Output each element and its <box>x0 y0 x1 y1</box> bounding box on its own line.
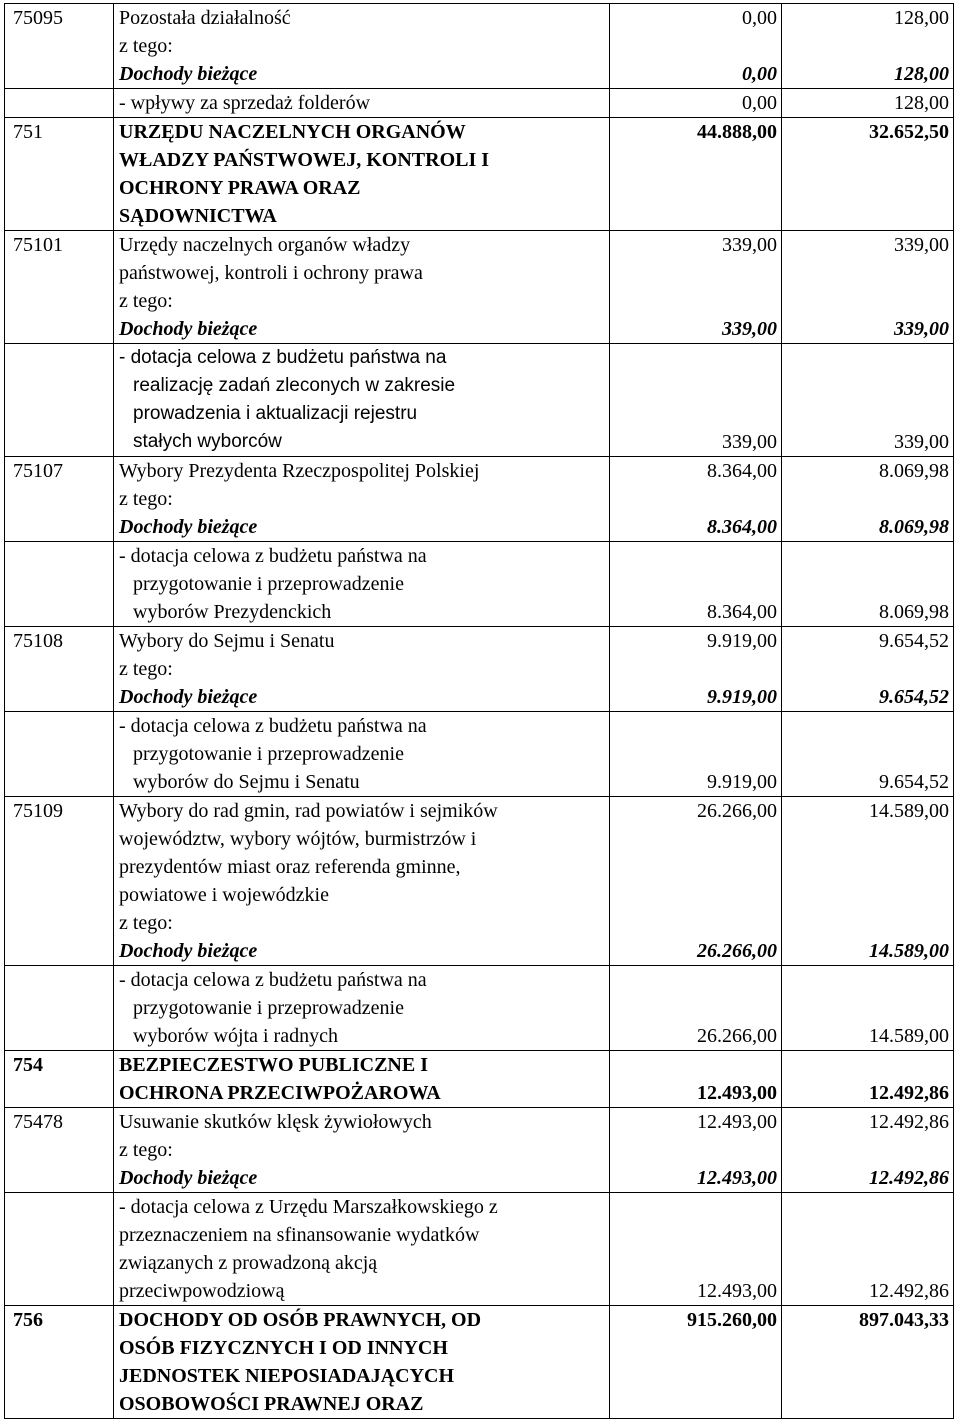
executed-amount-value <box>782 1051 949 1079</box>
item-description <box>114 966 610 1051</box>
executed-amount-value <box>782 1221 949 1249</box>
planned-amount-value: 44.888,00 <box>697 121 777 143</box>
table-row <box>5 1108 954 1193</box>
description-line: z tego: <box>119 35 173 57</box>
planned-amount-value: 12.493,00 <box>697 1111 777 1133</box>
planned-amount-value: 12.493,00 <box>697 1082 777 1104</box>
planned-amount <box>610 89 782 118</box>
item-description <box>114 1193 610 1306</box>
planned-amount-value: 339,00 <box>722 431 777 453</box>
planned-amount-value: 26.266,00 <box>697 940 777 962</box>
executed-amount-value: 8.069,98 <box>879 460 949 482</box>
description-line: przygotowanie i przeprowadzenie <box>133 743 404 765</box>
executed-amount-value <box>782 146 949 174</box>
description-line: - dotacja celowa z budżetu państwa na <box>119 545 427 567</box>
classification-code-text <box>13 89 113 117</box>
executed-amount-value <box>782 881 949 909</box>
planned-amount-value <box>610 740 777 768</box>
executed-amount-value: 12.492,86 <box>869 1280 949 1302</box>
table-row <box>5 1306 954 1419</box>
description-line: przygotowanie i przeprowadzenie <box>133 573 404 595</box>
description-line: - dotacja celowa z Urzędu Marszałkowskiego z <box>119 1196 498 1218</box>
description-line: OCHRONA PRZECIWPOŻAROWA <box>119 1082 441 1104</box>
table-row <box>5 627 954 712</box>
executed-amount-value <box>782 372 949 400</box>
item-description <box>114 542 610 627</box>
executed-amount-value <box>782 1390 949 1418</box>
planned-amount-value <box>610 570 777 598</box>
executed-amount-value <box>782 1136 949 1164</box>
planned-amount <box>610 1108 782 1193</box>
executed-amount-value: 14.589,00 <box>869 940 949 962</box>
classification-code-text: 75478 <box>13 1111 63 1133</box>
planned-amount-value <box>610 966 777 994</box>
executed-amount <box>782 4 954 89</box>
executed-amount-value <box>782 655 949 683</box>
description-line: Pozostała działalność <box>119 7 291 29</box>
executed-amount <box>782 1306 954 1419</box>
description-line: prowadzenia i aktualizacji rejestru <box>133 403 418 424</box>
description-line: wyborów Prezydenckich <box>133 601 332 623</box>
table-row <box>5 344 954 457</box>
description-line: WŁADZY PAŃSTWOWEJ, KONTROLI I <box>119 149 490 171</box>
executed-amount-value: 12.492,86 <box>869 1167 949 1189</box>
executed-amount-value <box>782 570 949 598</box>
planned-amount-value <box>610 1136 777 1164</box>
description-line: DOCHODY OD OSÓB PRAWNYCH, OD <box>119 1309 482 1331</box>
executed-amount <box>782 797 954 966</box>
budget-income-table <box>4 3 954 1419</box>
executed-amount-value: 12.492,86 <box>869 1082 949 1104</box>
executed-amount <box>782 231 954 344</box>
description-line: Wybory do Sejmu i Senatu <box>119 630 335 652</box>
item-description <box>114 1108 610 1193</box>
classification-code-text <box>13 542 113 570</box>
table-row <box>5 1051 954 1108</box>
classification-code <box>5 627 114 712</box>
planned-amount-value: 12.493,00 <box>697 1167 777 1189</box>
description-line: stałych wyborców <box>133 431 282 452</box>
table-row <box>5 797 954 966</box>
description-line: OCHRONY PRAWA ORAZ <box>119 177 361 199</box>
planned-amount <box>610 627 782 712</box>
planned-amount-value <box>610 655 777 683</box>
description-line: Wybory do rad gmin, rad powiatów i sejmików <box>119 800 498 822</box>
description-line: przeznaczeniem na sfinansowanie wydatków <box>119 1224 480 1246</box>
item-description <box>114 712 610 797</box>
classification-code-text: 75101 <box>13 234 63 256</box>
planned-amount <box>610 1193 782 1306</box>
description-line: OSÓB FIZYCZNYCH I OD INNYCH <box>119 1337 448 1359</box>
executed-amount-value <box>782 994 949 1022</box>
description-line: z tego: <box>119 488 173 510</box>
classification-code <box>5 712 114 797</box>
description-line: województw, wybory wójtów, burmistrzów i <box>119 828 477 850</box>
executed-amount-value <box>782 712 949 740</box>
planned-amount-value <box>610 825 777 853</box>
executed-amount-value: 14.589,00 <box>869 800 949 822</box>
table-row <box>5 712 954 797</box>
classification-code <box>5 1108 114 1193</box>
executed-amount-value <box>782 740 949 768</box>
executed-amount-value <box>782 174 949 202</box>
classification-code-text <box>13 966 113 994</box>
item-description <box>114 627 610 712</box>
table-row <box>5 1193 954 1306</box>
planned-amount-value <box>610 259 777 287</box>
planned-amount-value: 8.364,00 <box>707 516 777 538</box>
planned-amount-value <box>610 287 777 315</box>
description-line: Dochody bieżące <box>119 686 258 708</box>
description-line: prezydentów miast oraz referenda gminne, <box>119 856 461 878</box>
description-line: Dochody bieżące <box>119 516 258 538</box>
description-line: - wpływy za sprzedaż folderów <box>119 92 371 114</box>
planned-amount-value <box>610 372 777 400</box>
executed-amount <box>782 118 954 231</box>
description-line: - dotacja celowa z budżetu państwa na <box>119 715 427 737</box>
table-row <box>5 118 954 231</box>
description-line: państwowej, kontroli i ochrony prawa <box>119 262 423 284</box>
planned-amount-value: 26.266,00 <box>697 1025 777 1047</box>
planned-amount-value <box>610 174 777 202</box>
item-description <box>114 1051 610 1108</box>
budget-table-body <box>5 4 954 1419</box>
table-row <box>5 966 954 1051</box>
executed-amount <box>782 1051 954 1108</box>
planned-amount-value <box>610 1249 777 1277</box>
executed-amount-value <box>782 344 949 372</box>
item-description <box>114 344 610 457</box>
planned-amount-value: 0,00 <box>742 63 777 85</box>
description-line: Wybory Prezydenta Rzeczpospolitej Polskiej <box>119 460 480 482</box>
executed-amount-value <box>782 1334 949 1362</box>
description-line: z tego: <box>119 1139 173 1161</box>
classification-code-text: 75095 <box>13 7 63 29</box>
planned-amount-value: 26.266,00 <box>697 800 777 822</box>
classification-code <box>5 344 114 457</box>
executed-amount-value: 339,00 <box>894 318 949 340</box>
executed-amount-value: 339,00 <box>894 431 949 453</box>
planned-amount-value <box>610 1334 777 1362</box>
item-description <box>114 89 610 118</box>
classification-code <box>5 1051 114 1108</box>
planned-amount-value <box>610 1051 777 1079</box>
executed-amount <box>782 344 954 457</box>
planned-amount-value <box>610 146 777 174</box>
planned-amount-value <box>610 1221 777 1249</box>
planned-amount-value: 915.260,00 <box>687 1309 777 1331</box>
planned-amount-value: 12.493,00 <box>697 1280 777 1302</box>
table-row <box>5 542 954 627</box>
classification-code-text: 756 <box>13 1309 43 1331</box>
description-line: Usuwanie skutków klęsk żywiołowych <box>119 1111 432 1133</box>
planned-amount-value <box>610 1390 777 1418</box>
executed-amount-value <box>782 1193 949 1221</box>
planned-amount-value <box>610 909 777 937</box>
executed-amount-value <box>782 287 949 315</box>
planned-amount-value: 9.919,00 <box>707 686 777 708</box>
executed-amount <box>782 457 954 542</box>
executed-amount <box>782 966 954 1051</box>
description-line: Urzędy naczelnych organów władzy <box>119 234 411 256</box>
executed-amount-value: 8.069,98 <box>879 516 949 538</box>
description-line: Dochody bieżące <box>119 318 258 340</box>
planned-amount-value <box>610 32 777 60</box>
description-line: SĄDOWNICTWA <box>119 205 277 227</box>
classification-code <box>5 118 114 231</box>
planned-amount <box>610 1306 782 1419</box>
description-line: przygotowanie i przeprowadzenie <box>133 997 404 1019</box>
classification-code-text: 75108 <box>13 630 63 652</box>
executed-amount <box>782 712 954 797</box>
planned-amount-value <box>610 881 777 909</box>
planned-amount-value <box>610 542 777 570</box>
classification-code <box>5 89 114 118</box>
classification-code-text <box>13 344 113 372</box>
description-line: wyborów wójta i radnych <box>133 1025 338 1047</box>
classification-code-text <box>13 1193 113 1221</box>
executed-amount-value <box>782 966 949 994</box>
planned-amount <box>610 344 782 457</box>
description-line: przeciwpowodziową <box>119 1280 285 1302</box>
description-line: Dochody bieżące <box>119 1167 258 1189</box>
description-line: realizację zadań zleconych w zakresie <box>133 375 456 396</box>
description-line: wyborów do Sejmu i Senatu <box>133 771 360 793</box>
planned-amount <box>610 118 782 231</box>
executed-amount-value: 9.654,52 <box>879 630 949 652</box>
planned-amount-value: 9.919,00 <box>707 630 777 652</box>
planned-amount-value: 339,00 <box>722 318 777 340</box>
classification-code <box>5 1306 114 1419</box>
classification-code-text: 754 <box>13 1054 43 1076</box>
description-line: - dotacja celowa z budżetu państwa na <box>119 969 427 991</box>
planned-amount-value <box>610 712 777 740</box>
executed-amount-value <box>782 485 949 513</box>
executed-amount-value: 8.069,98 <box>879 601 949 623</box>
planned-amount <box>610 712 782 797</box>
item-description <box>114 1306 610 1419</box>
planned-amount <box>610 1051 782 1108</box>
description-line: związanych z prowadzoną akcją <box>119 1252 378 1274</box>
item-description <box>114 797 610 966</box>
executed-amount-value <box>782 400 949 428</box>
classification-code <box>5 457 114 542</box>
executed-amount-value <box>782 32 949 60</box>
classification-code <box>5 797 114 966</box>
planned-amount-value: 0,00 <box>742 92 777 114</box>
table-row <box>5 457 954 542</box>
description-line: - dotacja celowa z budżetu państwa na <box>119 347 447 368</box>
classification-code <box>5 231 114 344</box>
executed-amount <box>782 542 954 627</box>
description-line: powiatowe i wojewódzkie <box>119 884 329 906</box>
planned-amount-value <box>610 202 777 230</box>
planned-amount <box>610 542 782 627</box>
executed-amount-value <box>782 909 949 937</box>
planned-amount <box>610 966 782 1051</box>
executed-amount-value <box>782 202 949 230</box>
executed-amount-value <box>782 1249 949 1277</box>
executed-amount-value <box>782 259 949 287</box>
table-row <box>5 89 954 118</box>
planned-amount-value: 9.919,00 <box>707 771 777 793</box>
description-line: Dochody bieżące <box>119 63 258 85</box>
executed-amount-value: 12.492,86 <box>869 1111 949 1133</box>
executed-amount <box>782 1193 954 1306</box>
executed-amount-value: 128,00 <box>894 7 949 29</box>
executed-amount <box>782 89 954 118</box>
executed-amount-value <box>782 853 949 881</box>
classification-code <box>5 4 114 89</box>
description-line: Dochody bieżące <box>119 940 258 962</box>
classification-code <box>5 1193 114 1306</box>
planned-amount-value <box>610 400 777 428</box>
executed-amount-value <box>782 1362 949 1390</box>
planned-amount-value <box>610 1362 777 1390</box>
description-line: JEDNOSTEK NIEPOSIADAJĄCYCH <box>119 1365 455 1387</box>
planned-amount <box>610 4 782 89</box>
classification-code-text: 75107 <box>13 460 63 482</box>
description-line: z tego: <box>119 912 173 934</box>
planned-amount-value: 339,00 <box>722 234 777 256</box>
executed-amount <box>782 627 954 712</box>
classification-code <box>5 966 114 1051</box>
item-description <box>114 457 610 542</box>
executed-amount-value: 14.589,00 <box>869 1025 949 1047</box>
planned-amount <box>610 797 782 966</box>
item-description <box>114 231 610 344</box>
planned-amount-value <box>610 485 777 513</box>
executed-amount <box>782 1108 954 1193</box>
table-row <box>5 231 954 344</box>
executed-amount-value <box>782 825 949 853</box>
classification-code <box>5 542 114 627</box>
executed-amount-value: 32.652,50 <box>869 121 949 143</box>
planned-amount-value <box>610 1193 777 1221</box>
planned-amount <box>610 457 782 542</box>
executed-amount-value: 9.654,52 <box>879 771 949 793</box>
executed-amount-value: 897.043,33 <box>859 1309 949 1331</box>
executed-amount-value: 128,00 <box>894 63 949 85</box>
classification-code-text: 75109 <box>13 800 63 822</box>
executed-amount-value <box>782 542 949 570</box>
item-description <box>114 118 610 231</box>
planned-amount-value <box>610 853 777 881</box>
planned-amount-value: 0,00 <box>742 7 777 29</box>
description-line: BEZPIECZESTWO PUBLICZNE I <box>119 1054 428 1076</box>
planned-amount-value <box>610 344 777 372</box>
executed-amount-value: 9.654,52 <box>879 686 949 708</box>
description-line: OSOBOWOŚCI PRAWNEJ ORAZ <box>119 1393 424 1415</box>
executed-amount-value: 128,00 <box>894 92 949 114</box>
description-line: z tego: <box>119 658 173 680</box>
description-line: URZĘDU NACZELNYCH ORGANÓW <box>119 121 466 143</box>
classification-code-text: 751 <box>13 121 43 143</box>
planned-amount-value <box>610 994 777 1022</box>
item-description <box>114 4 610 89</box>
classification-code-text <box>13 712 113 740</box>
planned-amount <box>610 231 782 344</box>
planned-amount-value: 8.364,00 <box>707 601 777 623</box>
planned-amount-value: 8.364,00 <box>707 460 777 482</box>
executed-amount-value: 339,00 <box>894 234 949 256</box>
description-line: z tego: <box>119 290 173 312</box>
table-row <box>5 4 954 89</box>
